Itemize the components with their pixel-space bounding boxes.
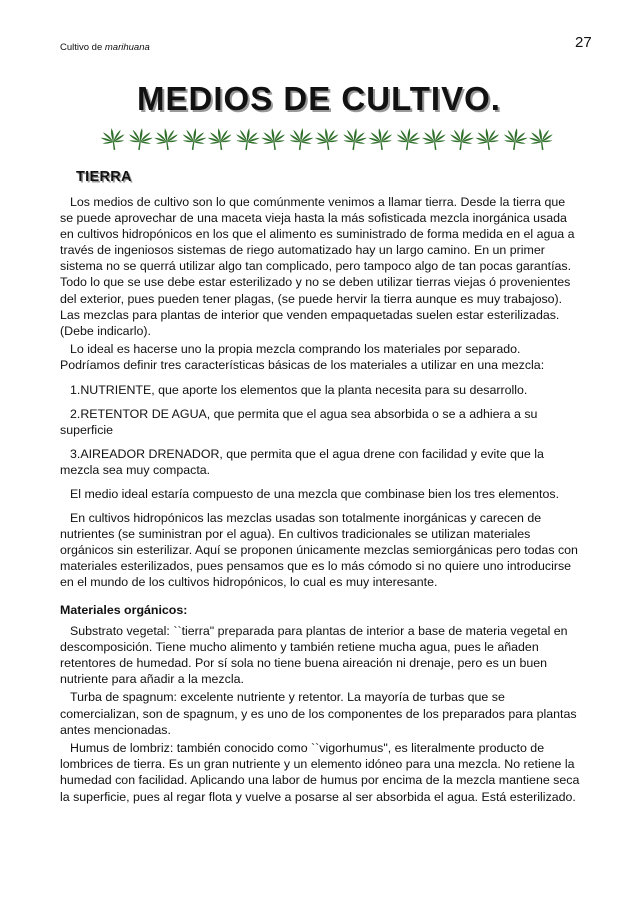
leaf-border	[100, 124, 555, 154]
cannabis-leaf-icon	[367, 126, 394, 151]
page-number: 27	[575, 34, 592, 51]
header-topic: marihuana	[104, 42, 150, 53]
cannabis-leaf-icon	[395, 126, 422, 151]
cannabis-leaf-icon	[314, 126, 341, 151]
list-item: 3.AIREADOR DRENADOR, que permita que el agua drene con facilidad y evite que la mezcla sea muy compacta.	[60, 446, 544, 477]
cannabis-leaf-icon	[448, 126, 475, 151]
cannabis-leaf-icon	[234, 126, 261, 151]
paragraph: Substrato vegetal: ``tierra" preparada para plantas de interior a base de materia vegetal en descomposición. Tiene mucho alimento y también retiene mucha agua, pues le añaden retentores de humedad. Por sí sola no tiene buena aireación ni drenaje, pero es un buen nutriente para añadir a la mezcla.	[60, 623, 568, 686]
cannabis-leaf-icon	[528, 126, 555, 151]
cannabis-leaf-icon	[181, 126, 208, 151]
paragraph: Turba de spagnum: excelente nutriente y retentor. La mayoría de turbas que se comercializan, son de spagnum, y es uno de los componentes de los preparados para plantas antes mencionadas.	[60, 690, 577, 737]
cannabis-leaf-icon	[341, 126, 368, 151]
header-prefix: Cultivo de	[60, 42, 105, 53]
page-title: MEDIOS DE CULTIVO.	[137, 80, 501, 117]
cannabis-leaf-icon	[260, 126, 287, 151]
paragraph: Humus de lombriz: también conocido como ``vigorhumus", es literalmente producto de lombrices de tierra. Es un gran nutriente y un elemento idóneo para una mezcla. No retiene la humedad con facilidad. Aplicando una labor de humus por encima de la mezcla mantiene seca la superficie, pues al regar flota y vuelve a posarse al ser absorbida el agua. Está esterilizado.	[60, 741, 580, 804]
cannabis-leaf-icon	[153, 126, 180, 151]
cannabis-leaf-icon	[127, 126, 154, 151]
list-item: 1.NUTRIENTE, que aporte los elementos que la planta necesita para su desarrollo.	[70, 382, 528, 397]
paragraph: Los medios de cultivo son lo que comúnmente venimos a llamar tierra. Desde la tierra que se puede aprovechar de una maceta vieja hasta la más sofisticada mezcla inorgánica usada en cultivos hidropónicos en los que el alimento es suministrado de forma medida en el agua a través de ingeniosos sistemas de riego automatizado hay un largo camino. En un primer sistema no se querrá utilizar algo tan complicado, pero tampoco algo de tan pocas garantías. Todo lo que se use debe estar esterilizado y no se deben utilizar tierras viejas ó provenientes del exterior, pues pueden tener plagas, (se puede hervir la tierra aunque es muy trabajoso). Las mezclas para plantas de interior que venden empaquetadas suelen estar esterilizadas. (Debe indicarlo).	[60, 195, 575, 338]
cannabis-leaf-icon	[207, 126, 234, 151]
running-header	[60, 42, 150, 53]
cannabis-leaf-icon	[421, 126, 448, 151]
list-item: 2.RETENTOR DE AGUA, que permita que el agua sea absorbida o se a adhiera a su superficie	[60, 406, 538, 437]
cannabis-leaf-icon	[288, 126, 315, 151]
cannabis-leaf-icon	[502, 126, 529, 151]
subsection-heading: Materiales orgánicos:	[60, 602, 188, 617]
body-text	[60, 194, 580, 807]
paragraph: Lo ideal es hacerse uno la propia mezcla comprando los materiales por separado. Podríamos definir tres características básicas de los materiales a utilizar en una mezcla:	[60, 342, 545, 373]
paragraph: El medio ideal estaría compuesto de una mezcla que combinase bien los tres elementos.	[70, 487, 560, 501]
paragraph: En cultivos hidropónicos las mezclas usadas son totalmente inorgánicas y carecen de nutrientes (se suministran por el agua). En cultivos tradicionales se utilizan materiales orgánicos sin esterilizar. Aquí se proponen únicamente mezclas semiorgánicas pero todas con materiales esterilizados, pues pensamos que es lo más cómodo si no quiere uno introducirse en el mundo de los cultivos hidropónicos, lo cual es muy interesante.	[60, 511, 578, 590]
section-heading: TIERRA	[76, 169, 132, 185]
cannabis-leaf-icon	[100, 126, 126, 151]
cannabis-leaf-icon	[474, 126, 501, 151]
